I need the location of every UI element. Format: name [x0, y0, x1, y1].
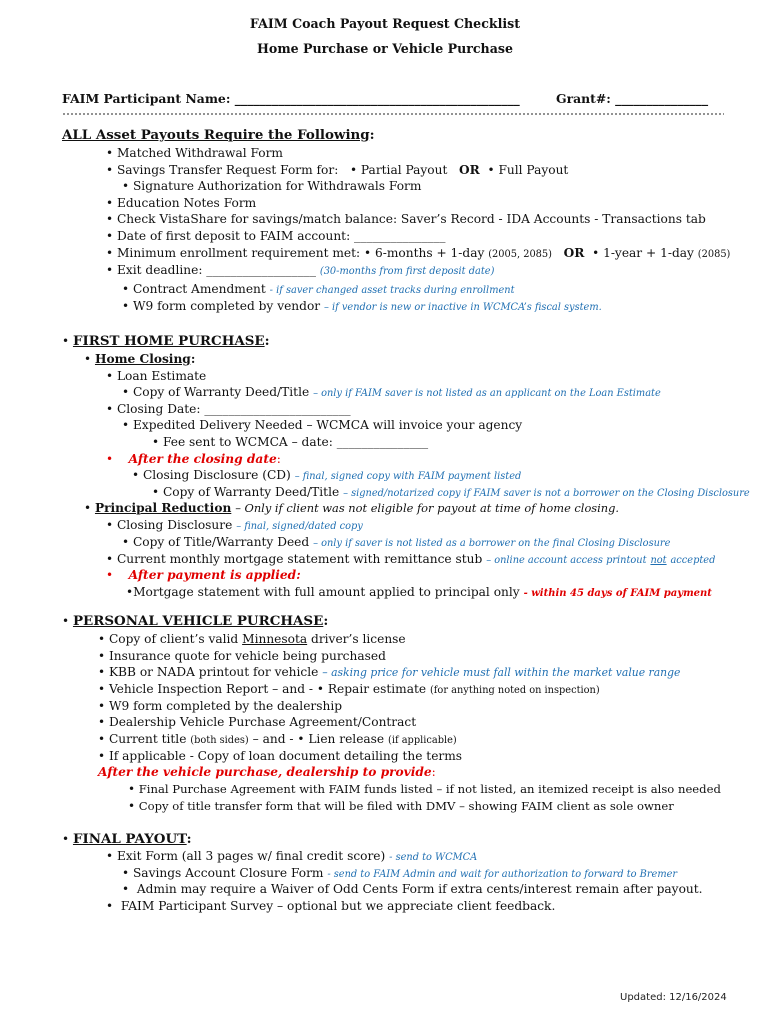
list-item-loan-document [98, 748, 462, 764]
item-label: Closing Date: ________________________ [116, 402, 351, 416]
one-year-code: (2085) [697, 249, 731, 260]
bullet-icon: • [62, 334, 70, 348]
bullet-icon: • [122, 535, 130, 549]
after-payment-label: After payment is applied: [128, 568, 301, 582]
item-label: Expedited Delivery Needed – WCMCA will invoice your agency [132, 418, 523, 432]
item-label: Copy of Warranty Deed/Title [162, 485, 340, 499]
after-vehicle-label: After the vehicle purchase, dealership to provide [98, 765, 432, 779]
list-item-kbb [98, 664, 680, 681]
item-label: Current monthly mortgage statement with remittance stub [116, 552, 483, 566]
list-item-enrollment [106, 245, 730, 263]
list-item-education-notes [106, 195, 256, 211]
bullet-icon: • [487, 163, 495, 177]
bullet-icon: • [316, 682, 324, 696]
bullet-icon: • [84, 352, 92, 366]
bullet-icon: • [106, 899, 114, 913]
after-vehicle-heading [98, 764, 436, 780]
bullet-icon: • [152, 485, 160, 499]
item-label: Copy of title transfer form that will be filed with DMV – showing FAIM client as sole owner [138, 799, 674, 813]
heading-colon: : [323, 613, 329, 629]
list-item-closing-disclosure-2 [106, 517, 363, 535]
item-label: Exit deadline: __________________ [116, 263, 316, 277]
item-label: Exit Form (all 3 pages w/ final credit score) [116, 849, 386, 863]
final-payout-heading: FINAL PAYOUT [72, 831, 187, 847]
bullet-icon: • [62, 832, 70, 846]
list-item-exit-form [106, 848, 477, 866]
item-label: Copy of Title/Warranty Deed [132, 535, 310, 549]
bullet-icon: • [106, 263, 114, 277]
list-item-copy-title [122, 534, 670, 552]
item-label: Copy of client’s valid [108, 632, 239, 646]
after-payment-heading [106, 567, 301, 583]
bullet-icon: • [106, 518, 114, 532]
lien-label: Lien release [308, 732, 385, 746]
heading-colon: : [186, 831, 192, 847]
item-label: Fee sent to WCMCA – date: _______________ [162, 435, 429, 449]
bullet-icon: • [122, 418, 130, 432]
home-closing-heading [84, 351, 195, 367]
list-item-final-agreement [128, 781, 721, 797]
bullet-icon: • [98, 715, 106, 729]
item-label: Matched Withdrawal Form [116, 146, 283, 160]
repair-note: (for anything noted on inspection) [429, 685, 600, 696]
item-label: Savings Account Closure Form [132, 866, 324, 880]
document-subtitle: Home Purchase or Vehicle Purchase [257, 41, 513, 56]
bullet-icon: • [106, 402, 114, 416]
heading-colon: : [431, 765, 436, 779]
item-label: Education Notes Form [116, 196, 257, 210]
closing-disclosure-note: – final, signed copy with FAIM payment listed [294, 471, 522, 482]
item-label: Current title [108, 732, 187, 746]
list-item-matched-withdrawal [106, 145, 283, 161]
list-item-vistashare [106, 211, 706, 227]
list-item-participant-survey [106, 898, 555, 914]
list-item-savings-transfer [106, 162, 568, 178]
mortgage-note-accepted: accepted [670, 555, 716, 566]
closing-disclosure-2-note: – final, signed/dated copy [236, 521, 363, 532]
bullet-icon: • [122, 299, 130, 313]
bullet-icon: • [98, 632, 106, 646]
list-item-closing-date [106, 401, 351, 417]
bullet-icon: • [126, 585, 134, 599]
bullet-icon: • [106, 212, 114, 226]
document-title: FAIM Coach Payout Request Checklist [249, 16, 521, 31]
item-label: Admin may require a Waiver of Odd Cents Form if extra cents/interest remain after payout. [136, 882, 703, 896]
bullet-icon: • [106, 246, 114, 260]
item-label: Insurance quote for vehicle being purchased [108, 649, 386, 663]
item-label: Check VistaShare for savings/match balance: Saver’s Record - IDA Accounts - Transactions tab [116, 212, 706, 226]
item-label: Contract Amendment [132, 282, 266, 296]
or-label: OR [459, 163, 480, 177]
list-item-loan-estimate [106, 368, 206, 384]
home-closing-label: Home Closing [94, 352, 191, 366]
item-label: Closing Disclosure [116, 518, 233, 532]
item-label: Dealership Vehicle Purchase Agreement/Contract [108, 715, 417, 729]
item-label: Date of first deposit to FAIM account: _______________ [116, 229, 446, 243]
one-year-label: 1-year + 1-day [603, 246, 694, 260]
bullet-icon: • [98, 699, 106, 713]
list-item-w9-dealership [98, 698, 342, 714]
principal-reduction-label: Principal Reduction [94, 501, 232, 515]
item-label: FAIM Participant Survey – optional but we appreciate client feedback. [120, 899, 556, 913]
six-months-label: 6-months + 1-day [374, 246, 485, 260]
bullet-icon: • [297, 732, 305, 746]
list-item-odd-cents [122, 881, 703, 897]
mortgage-note: – online account access printout [486, 555, 647, 566]
principal-reduction-note: – Only if client was not eligible for payout at time of home closing. [235, 501, 620, 515]
list-item-copy-warranty-deed [122, 384, 661, 402]
list-item-contract-amendment [122, 281, 515, 299]
bullet-icon: • [592, 246, 600, 260]
principal-reduction-heading [84, 500, 619, 516]
exit-form-note: - send to WCMCA [389, 852, 478, 863]
exit-deadline-note: (30-months from first deposit date) [319, 266, 495, 277]
dotted-divider [62, 112, 724, 116]
participant-name-field: FAIM Participant Name: ______________________________________________ [62, 91, 520, 106]
item-label: Loan Estimate [116, 369, 207, 383]
item-label: Copy of Warranty Deed/Title [132, 385, 310, 399]
item-label: W9 form completed by vendor [132, 299, 321, 313]
bullet-icon: • [62, 614, 70, 628]
list-item-fee-sent [152, 434, 428, 450]
minnesota-label: Minnesota [242, 632, 308, 646]
item-label: KBB or NADA printout for vehicle [108, 665, 319, 679]
bullet-icon: • [84, 501, 92, 515]
bullet-icon: • [98, 665, 106, 679]
six-months-codes: (2005, 2085) [488, 249, 552, 260]
bullet-icon: • [122, 882, 130, 896]
bullet-icon: • [132, 468, 140, 482]
w9-note: – if vendor is new or inactive in WCMCA’s fiscal system. [323, 302, 602, 313]
both-sides-note: (both sides) [190, 735, 249, 746]
mortgage-applied-note: - within 45 days of FAIM payment [523, 588, 712, 599]
heading-colon: : [369, 127, 375, 143]
bullet-icon: • [122, 179, 130, 193]
bullet-icon: • [152, 435, 160, 449]
copy-title-note: – only if saver is not listed as a borrower on the final Closing Disclosure [313, 538, 671, 549]
heading-colon: : [190, 352, 196, 366]
bullet-icon: • [106, 163, 114, 177]
and-label: – and - [252, 732, 294, 746]
bullet-icon: • [128, 799, 136, 813]
list-item-expedited-delivery [122, 417, 522, 433]
list-item-mortgage-applied [126, 584, 712, 602]
contract-note: - if saver changed asset tracks during enrollment [269, 285, 515, 296]
home-purchase-heading: FIRST HOME PURCHASE [72, 333, 265, 349]
vehicle-heading: PERSONAL VEHICLE PURCHASE [72, 613, 324, 629]
list-item-current-title [98, 731, 457, 749]
bullet-icon: • [98, 682, 106, 696]
list-item-drivers-license [98, 631, 406, 647]
list-item-w9-vendor [122, 298, 602, 316]
bullet-icon: • [106, 229, 114, 243]
bullet-icon: • [122, 866, 130, 880]
partial-payout-label: Partial Payout [360, 163, 448, 177]
list-item-signature-authorization [122, 178, 421, 194]
lien-note: (if applicable) [388, 735, 457, 746]
bullet-icon: • [106, 369, 114, 383]
bullet-icon: • [106, 568, 114, 582]
bullet-icon: • [98, 732, 106, 746]
bullet-icon: • [98, 749, 106, 763]
after-closing-heading [106, 451, 281, 467]
all-payouts-section-heading [62, 127, 375, 143]
full-payout-label: Full Payout [498, 163, 569, 177]
bullet-icon: • [349, 163, 358, 177]
list-item-dealership-agreement [98, 714, 416, 730]
heading-colon: : [276, 452, 281, 466]
item-label: Signature Authorization for Withdrawals Form [132, 179, 422, 193]
item-label: Vehicle Inspection Report – and - [108, 682, 314, 696]
item-label: If applicable - Copy of loan document detailing the terms [108, 749, 463, 763]
list-item-first-deposit [106, 228, 445, 244]
vehicle-section-heading [62, 613, 328, 629]
list-item-insurance [98, 648, 386, 664]
bullet-icon: • [98, 649, 106, 663]
all-payouts-heading: ALL Asset Payouts Require the Following [62, 127, 370, 143]
list-item-title-transfer [128, 798, 674, 814]
bullet-icon: • [106, 452, 114, 466]
bullet-icon: • [106, 146, 114, 160]
list-item-closing-disclosure [132, 467, 521, 485]
final-payout-section-heading [62, 831, 192, 847]
list-item-exit-deadline [106, 262, 494, 280]
after-closing-label: After the closing date [128, 452, 277, 466]
item-label: W9 form completed by the dealership [108, 699, 343, 713]
updated-date: Updated: 12/16/2024 [620, 992, 727, 1003]
bullet-icon: • [106, 196, 114, 210]
bullet-icon: • [364, 246, 372, 260]
warranty-note-2: – signed/notarized copy if FAIM saver is not a borrower on the Closing Disclosure [343, 488, 750, 499]
mortgage-note-not: not [650, 555, 667, 566]
item-label-end: driver’s license [311, 632, 406, 646]
closure-note: - send to FAIM Admin and wait for authorization to forward to Bremer [327, 869, 678, 880]
grant-number-field: Grant#: _______________ [556, 91, 709, 106]
repair-label: Repair estimate [327, 682, 427, 696]
bullet-icon: • [122, 282, 130, 296]
home-purchase-section-heading [62, 333, 270, 349]
heading-colon: : [264, 333, 270, 349]
item-label: Minimum enrollment requirement met: [116, 246, 361, 260]
bullet-icon: • [106, 552, 114, 566]
item-label: Mortgage statement with full amount applied to principal only [133, 585, 520, 599]
item-label: Closing Disclosure (CD) [142, 468, 291, 482]
item-label: Final Purchase Agreement with FAIM funds listed – if not listed, an itemized receipt is also needed [138, 782, 721, 796]
warranty-note: – only if FAIM saver is not listed as an applicant on the Loan Estimate [313, 388, 661, 399]
bullet-icon: • [106, 849, 114, 863]
item-label: Savings Transfer Request Form for: [116, 163, 339, 177]
bullet-icon: • [128, 782, 136, 796]
list-item-inspection [98, 681, 600, 699]
or-label: OR [563, 246, 585, 260]
bullet-icon: • [122, 385, 130, 399]
kbb-note: – asking price for vehicle must fall within the market value range [322, 666, 681, 679]
